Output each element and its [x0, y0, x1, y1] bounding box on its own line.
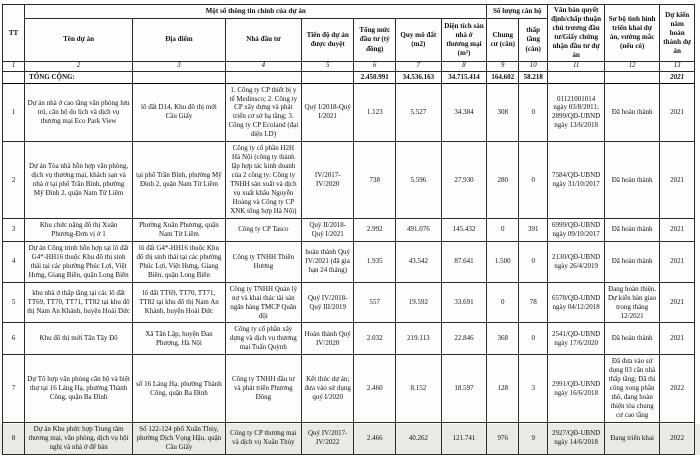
table-header [3, 5, 695, 72]
header-land-scale: Quy mô đất (m2) [396, 18, 442, 62]
cell: 7584/QĐ-UBND ngày 31/10/2017 [548, 142, 605, 219]
header-project-name: Tên dự án [25, 18, 133, 62]
cell: 2021 [660, 282, 695, 323]
cell: 128 [487, 355, 519, 423]
cell: 2022 [660, 355, 695, 423]
header-floor-area: Diện tích sàn nhà ở thương mại (m²) [441, 18, 487, 62]
column-number: 1 [3, 62, 25, 71]
cell: 2927/QĐ-UBND ngày 14/6/2018 [548, 422, 605, 454]
table-row [3, 218, 695, 241]
cell: Đã hoàn thành [604, 323, 659, 355]
cell: 0 [519, 142, 548, 219]
cell: 7 [3, 355, 25, 423]
header-tt: TT [3, 5, 25, 62]
cell: Quý IV/2017-IV/2022 [301, 422, 354, 454]
column-number: 3 [133, 62, 226, 71]
column-number-row [3, 62, 695, 71]
cell [604, 71, 659, 83]
header-decision-document: Văn bản quyết định/chấp thuận chủ trương đầu tư/Giấy chứng nhận đầu tư dự án [548, 5, 605, 62]
cell: 87.641 [441, 241, 487, 282]
table-row [3, 422, 695, 454]
cell: 8.152 [396, 355, 442, 423]
cell [225, 71, 301, 83]
cell: 58.218 [519, 71, 548, 83]
cell: Đang triển khai [604, 422, 659, 454]
column-number: 13 [660, 62, 695, 71]
cell: 280 [487, 142, 519, 219]
table-row [3, 241, 695, 282]
cell: 1.123 [354, 83, 396, 142]
table-row [3, 355, 695, 423]
cell: khu nhà ở thấp tầng tại các lô đất TT69, TT70, TT71, TT82 tại khu đô thị Nam An Khánh, huyện Hoài Đức [25, 282, 133, 323]
column-number: 8 [441, 62, 487, 71]
cell: 145.432 [441, 218, 487, 241]
cell: Công ty TNHH Quản lý nợ và khai thác tài sản ngân hàng TMCP Quân đội [225, 282, 301, 323]
header-expected-year: Dự kiến năm hoàn thành dự án [660, 5, 695, 62]
cell: Quý II/2018-Quý I/2021 [301, 218, 354, 241]
cell: 34.536.163 [396, 71, 442, 83]
cell: 1 [3, 83, 25, 142]
cell: 2021 [660, 142, 695, 219]
cell: 78 [519, 282, 548, 323]
cell: 6578/QĐ-UBND ngày 04/12/2018 [548, 282, 605, 323]
cell: 368 [487, 323, 519, 355]
cell: 2541/QĐ-UBND ngày 17/6/2020 [548, 323, 605, 355]
cell [3, 71, 25, 83]
cell: 33.691 [441, 282, 487, 323]
cell: Quý IV/2018-Quý III/2019 [301, 282, 354, 323]
cell: 0 [519, 83, 548, 142]
cell: 2022 [660, 422, 695, 454]
cell: Dự án Công trình hỗn hợp tại lô đất G4*-HH16 thuộc Khu đô thị sinh thái tại các phường Phúc Lợi, Việt Hưng, Giang Biên, quận Long Biên [25, 241, 133, 282]
cell: 1. Công ty CP thiết bị y tế Medinsco; 2. Công ty CP xây dựng và phát triển cơ sở hạ tầng; 3. Công ty CP Ecoland (đại diện LD) [225, 83, 301, 142]
cell: 8 [3, 422, 25, 454]
cell: 976 [487, 422, 519, 454]
cell: 2.992 [354, 218, 396, 241]
cell: 391 [519, 218, 548, 241]
cell: Đã hoàn thành [604, 83, 659, 142]
cell: Công ty CP Tasco [225, 218, 301, 241]
cell: Đã hoàn thành [604, 142, 659, 219]
cell: 1.500 [487, 241, 519, 282]
cell: 2130/QĐ-UBND ngày 26/4/2019 [548, 241, 605, 282]
cell: 557 [354, 282, 396, 323]
cell: IV/2017-IV/2020 [301, 142, 354, 219]
cell: Dự Tổ hợp văn phòng căn hộ và biệt thự tại 16 Láng Hạ, phường Thành Công, quận Ba Đình [25, 355, 133, 423]
column-number: 6 [354, 62, 396, 71]
cell: 0 [519, 323, 548, 355]
cell [548, 71, 605, 83]
cell: 2.460 [354, 355, 396, 423]
cell: 19.592 [396, 282, 442, 323]
table-row [3, 83, 695, 142]
cell: 5.527 [396, 83, 442, 142]
cell: lô đất G4*-HH16 thuộc Khu đô thị sinh thái tại các phường Phúc Lợi, Việt Hưng, Giang Biên, quận Long Biên [133, 241, 226, 282]
total-row [3, 71, 695, 83]
cell: Kết thúc dự án; đưa vào sử dụng quý I/2020 [301, 355, 354, 423]
cell: Đã hoàn thành [604, 241, 659, 282]
cell: 22.846 [441, 323, 487, 355]
cell: Khu đô thị mới Tân Tây Đô [25, 323, 133, 355]
cell: 2021 [660, 323, 695, 355]
cell: 01121001014 ngày 03/8/2011; 2899/QĐ-UBND ngày 13/6/2018 [548, 83, 605, 142]
cell: 2021 [660, 218, 695, 241]
cell: 0 [487, 218, 519, 241]
cell: Dự án Khu phức hợp Trung tâm thương mại, văn phòng, dịch vụ hội nghị và nhà ở để bán [25, 422, 133, 454]
cell: 3 [519, 355, 548, 423]
cell: Công ty TNHH đầu tư và phát triển Phương Đông [225, 355, 301, 423]
cell: hoàn thành Quý IV/2021 (đã gia hạn 24 tháng) [301, 241, 354, 282]
cell: 2.450.991 [354, 71, 396, 83]
cell: 0 [487, 282, 519, 323]
cell: 34.384 [441, 83, 487, 142]
cell: Hoàn thành Quý IV/2020 [301, 323, 354, 355]
cell: 6 [3, 323, 25, 355]
header-location: Địa điểm [133, 18, 226, 62]
cell: 27.930 [441, 142, 487, 219]
cell: 3 [3, 218, 25, 241]
table-body [3, 71, 695, 454]
cell: 18.597 [441, 355, 487, 423]
cell: 1.935 [354, 241, 396, 282]
header-investor: Nhà đầu tư [225, 18, 301, 62]
cell: TỔNG CỘNG: [25, 71, 133, 83]
header-total-capital: Tổng mức đầu tư (tỷ đồng) [354, 18, 396, 62]
cell: Công ty cổ phần H2H Hà Nội (công ty thành lập hợp tác kinh doanh của 2 công ty: Công ty TNHH sản xuất và dịch vụ xuất khẩu Nguyễn Hoàng và Công ty CP XNK tổng hợp Hà Nội) [225, 142, 301, 219]
cell: Quý I/2018-Quý I/2021 [301, 83, 354, 142]
cell: Công ty TNHH Thiên Hương [225, 241, 301, 282]
column-number: 5 [301, 62, 354, 71]
cell: 2.466 [354, 422, 396, 454]
cell: Khu chức năng đô thị Xuân Phương-Đơn vị ở 1 [25, 218, 133, 241]
cell: lô đất D14, Khu đô thị mới Cầu Giấy [133, 83, 226, 142]
cell: 34.715.414 [441, 71, 487, 83]
column-number: 10 [519, 62, 548, 71]
header-apartment-units: Chung cư (căn) [487, 18, 519, 62]
cell: tại phố Trần Bình, phường Mỹ Đình 2, quận Nam Từ Liêm [133, 142, 226, 219]
cell: 9 [519, 422, 548, 454]
cell: 4 [3, 241, 25, 282]
cell: 43.542 [396, 241, 442, 282]
cell: Xã Tân Lập, huyện Đan Phượng, Hà Nội [133, 323, 226, 355]
cell: 2 [3, 142, 25, 219]
cell: 2991/QĐ-UBND ngày 16/6/2018 [548, 355, 605, 423]
cell: 40.262 [396, 422, 442, 454]
cell: Dự án Tòa nhà hỗn hợp văn phòng, dịch vụ thương mại, khách sạn và nhà ở tại phố Trần Bình, phường Mỹ Đình 2, quận Nam Từ Liêm [25, 142, 133, 219]
table-row [3, 142, 695, 219]
column-number: 2 [25, 62, 133, 71]
cell: 2.032 [354, 323, 396, 355]
cell: 2021 [660, 71, 695, 83]
projects-table [2, 4, 695, 455]
header-low-rise-units: thấp tầng (căn) [519, 18, 548, 62]
cell: 219.113 [396, 323, 442, 355]
cell: lô đất TT69, TT70, TT71, TT82 tại khu đô thị Nam An Khánh, huyện Hoài Đức [133, 282, 226, 323]
cell: Đã đưa vào sử dụng 03 căn nhà thấp tầng; Đã thi công xong phần thô, đang hoàn thiện tòa chung cư cao tầng [604, 355, 659, 423]
cell: 0 [519, 241, 548, 282]
cell: 2021 [660, 241, 695, 282]
cell: Dự án nhà ở cao tầng văn phòng lưu trú, căn hộ du lịch và dịch vụ thương mại Eco Park View [25, 83, 133, 142]
header-group-apartment-count: Số lượng căn hộ [487, 5, 548, 19]
cell: Số 122-124 phố Xuân Thủy, phường Dịch Vọng Hậu, quận Cầu Giấy [133, 422, 226, 454]
column-number: 12 [604, 62, 659, 71]
cell: 121.741 [441, 422, 487, 454]
cell: Phường Xuân Phương, quận Nam Từ Liêm [133, 218, 226, 241]
cell: Đã hoàn thành [604, 218, 659, 241]
cell [133, 71, 226, 83]
cell: 5 [3, 282, 25, 323]
column-number: 9 [487, 62, 519, 71]
cell: Đang hoàn thiện. Dự kiến bàn giao trong tháng 12/2021 [604, 282, 659, 323]
cell [301, 71, 354, 83]
column-number: 11 [548, 62, 605, 71]
table-row [3, 282, 695, 323]
header-approved-progress: Tiến độ dự án được duyệt [301, 18, 354, 62]
table-row [3, 323, 695, 355]
cell: 6999/QĐ-UBND ngày 09/10/2017 [548, 218, 605, 241]
cell: 5.596 [396, 142, 442, 219]
cell: 2021 [660, 83, 695, 142]
column-number: 7 [396, 62, 442, 71]
cell: số 16 Láng Hạ, phường Thành Công, quận Ba Đình [133, 355, 226, 423]
header-group-main-info: Một số thông tin chính của dự án [25, 5, 487, 19]
cell: 164.602 [487, 71, 519, 83]
column-number: 4 [225, 62, 301, 71]
cell: 738 [354, 142, 396, 219]
cell: Công ty CP thương mại và dịch vụ Xuân Thủy [225, 422, 301, 454]
header-implementation-status: Sơ bộ tình hình triển khai dự án, vướng mắc (nếu có) [604, 5, 659, 62]
cell: 308 [487, 83, 519, 142]
cell: Công ty cổ phần xây dựng và dịch vụ thương mại Tuấn Quỳnh [225, 323, 301, 355]
cell: 491.076 [396, 218, 442, 241]
